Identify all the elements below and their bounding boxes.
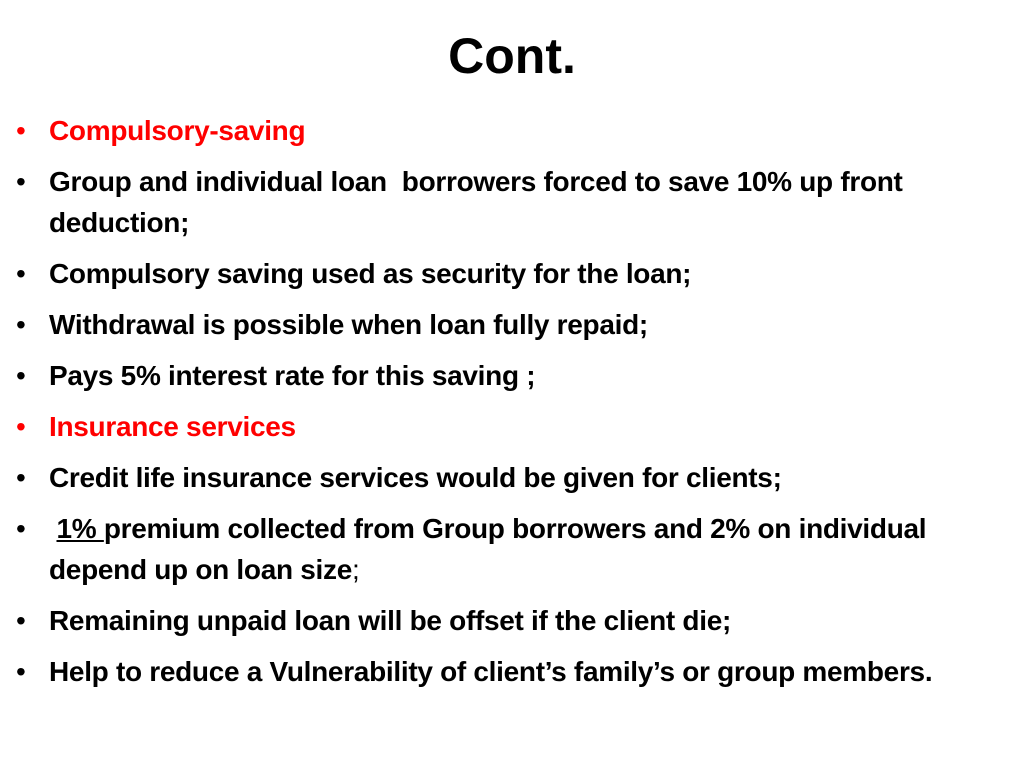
bullet-text: Insurance services — [49, 411, 296, 442]
bullet-icon: • — [16, 360, 26, 391]
bullet-text: Compulsory-saving — [49, 115, 306, 146]
bullet-list — [14, 110, 1004, 702]
bullet-icon: • — [16, 258, 26, 289]
list-item — [14, 508, 1004, 590]
bullet-text: Pays 5% interest rate for this saving ; — [49, 360, 536, 391]
bullet-text: Remaining unpaid loan will be offset if the client die; — [49, 605, 731, 636]
bullet-text: Group and individual loan borrowers forced to save 10% up front deduction; — [49, 166, 911, 238]
bullet-trail: ; — [351, 554, 360, 585]
list-item — [14, 161, 1004, 243]
list-item — [14, 406, 1004, 447]
list-item — [14, 304, 1004, 345]
list-item — [14, 457, 1004, 498]
list-item — [14, 600, 1004, 641]
bullet-text: Help to reduce a Vulnerability of client’s family’s or group members. — [49, 656, 933, 687]
list-item — [14, 355, 1004, 396]
bullet-text: Credit life insurance services would be given for clients; — [49, 462, 782, 493]
bullet-icon: • — [16, 605, 26, 636]
slide-title: Cont. — [448, 28, 576, 84]
bullet-icon: • — [16, 309, 26, 340]
list-item — [14, 110, 1004, 151]
bullet-rest: premium collected from Group borrowers and 2% on individual depend up on loan size — [49, 513, 934, 585]
bullet-icon: • — [16, 166, 26, 197]
underlined-percent: 1% — [56, 513, 104, 544]
bullet-text — [49, 513, 934, 585]
bullet-icon: • — [16, 462, 26, 493]
list-item — [14, 253, 1004, 294]
bullet-icon: • — [16, 411, 26, 442]
bullet-icon: • — [16, 513, 26, 544]
list-item — [14, 651, 1004, 692]
bullet-icon: • — [16, 656, 26, 687]
bullet-text: Withdrawal is possible when loan fully repaid; — [49, 309, 648, 340]
bullet-icon: • — [16, 115, 26, 146]
bullet-text: Compulsory saving used as security for the loan; — [49, 258, 692, 289]
